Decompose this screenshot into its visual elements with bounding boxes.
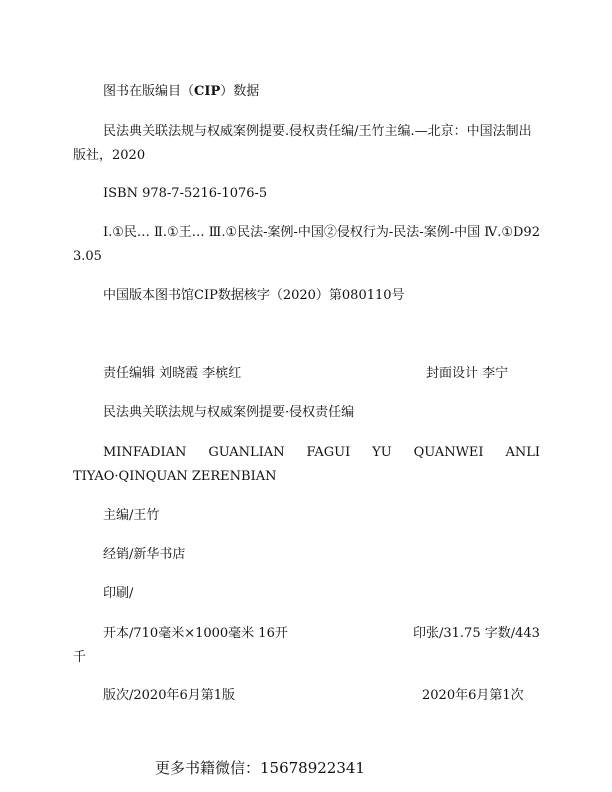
classification: Ⅰ.①民… Ⅱ.①王… Ⅲ.①民法-案例-中国②侵权行为-民法-案例-中国 Ⅳ.①D923.05	[73, 225, 540, 264]
edition: 版次/2020年6月第1版	[103, 688, 236, 703]
cip-entry: 民法典关联法规与权威案例提要.侵权责任编/王竹主编.—北京：中国法制出版社，2020	[73, 124, 532, 163]
book-title: 民法典关联法规与权威案例提要·侵权责任编	[103, 405, 355, 420]
responsible-editors: 责任编辑 刘晓霞 李槟红	[103, 366, 242, 381]
distributor: 经销/新华书店	[103, 547, 186, 562]
pinyin-title: MINFADIAN GUANLIAN FAGUI YU QUANWEI ANLI TIYAO·QINQUAN ZERENBIAN	[73, 445, 540, 484]
cover-designer: 封面设计 李宁	[426, 366, 509, 381]
cip-title-prefix: 图书在版编目（	[103, 84, 195, 99]
cip-record-number: 中国版本图书馆CIP数据核字（2020）第080110号	[103, 288, 405, 303]
printing: 2020年6月第1次	[422, 688, 524, 703]
cip-title-suffix: ）数据	[220, 84, 260, 99]
chief-editor: 主编/王竹	[103, 508, 160, 523]
isbn: ISBN 978-7-5216-1076-5	[103, 186, 268, 201]
cip-title	[103, 80, 259, 104]
print-sheets: 印张/31.75 字数/443千	[73, 626, 540, 665]
wechat-contact: 更多书籍微信：15678922341	[155, 759, 365, 777]
format-line: 开本/710毫米×1000毫米 16开	[103, 626, 288, 641]
printer: 印刷/	[103, 586, 134, 601]
cip-title-bold: CIP	[194, 84, 221, 99]
